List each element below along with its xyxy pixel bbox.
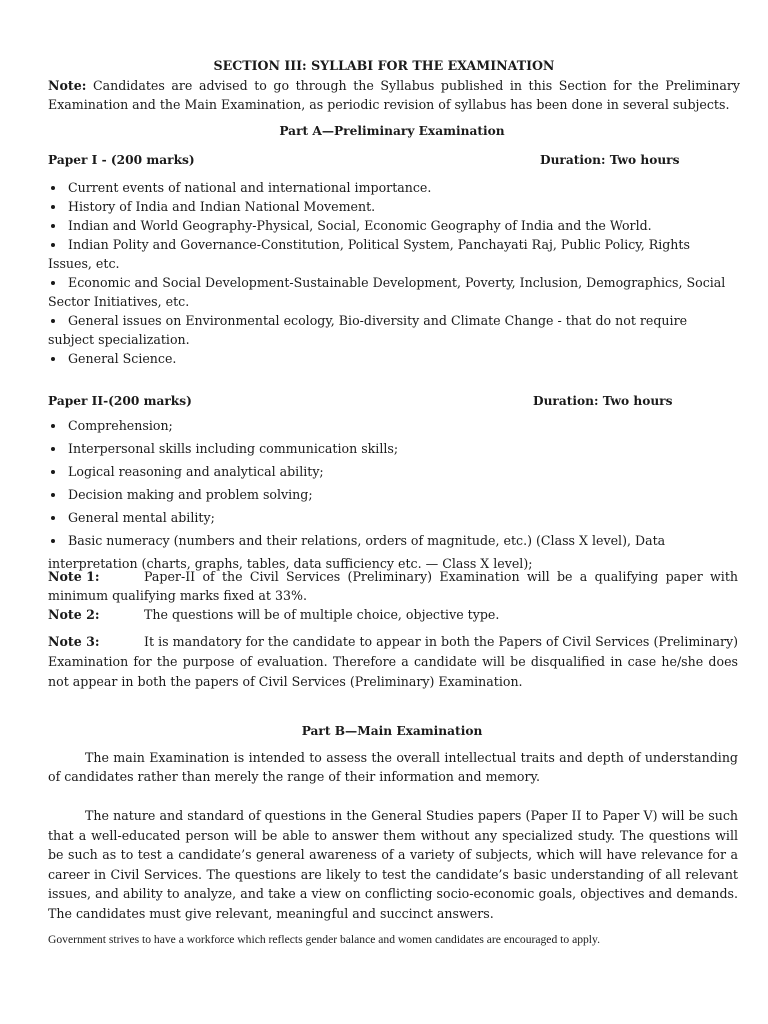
list-item: Comprehension; <box>48 414 738 437</box>
note-1-text: Paper-II of the Civil Services (Preliminary) Examination will be a qualifying paper with minimum qualifying marks fixed at 33%. <box>48 569 738 603</box>
list-item: Economic and Social Development-Sustainable Development, Poverty, Inclusion, Demographics, Social Sector Initiatives, etc. <box>48 275 726 309</box>
list-item: Indian and World Geography-Physical, Social, Economic Geography of India and the World. <box>48 216 738 235</box>
bullet-icon <box>51 424 55 428</box>
bullet-icon <box>51 516 55 520</box>
bullet-icon <box>51 447 55 451</box>
note-2-text: The questions will be of multiple choice, objective type. <box>144 607 500 622</box>
list-item: Interpersonal skills including communication skills; <box>48 437 738 460</box>
gender-balance-note: Government strives to have a workforce which reflects gender balance and women candidates are encouraged to apply. <box>48 933 600 946</box>
note-3 <box>48 632 738 692</box>
bullet-icon <box>51 205 55 209</box>
list-item: General mental ability; <box>48 506 738 529</box>
note-3-text: It is mandatory for the candidate to appear in both the Papers of Civil Services (Preliminary) Examination for the purpose of evaluation. Therefore a candidate will be disqualified in case he/she does not appear in both the papers of Civil Services (Preliminary) Examination. <box>48 634 738 689</box>
general-studies-paragraph: The nature and standard of questions in the General Studies papers (Paper II to Paper V) will be such that a well-educated person will be able to answer them without any specialized study. The questions will be such as to test a candidate’s general awareness of a variety of subjects, which will have relevance for a career in Civil Services. The questions are likely to test the candidate’s basic understanding of all relevant issues, and ability to analyze, and take a view on conflicting socio-economic goals, objectives and demands. The candidates must give relevant, meaningful and succinct answers. <box>48 808 738 921</box>
intro-note <box>48 76 740 114</box>
main-exam-intro-paragraph: The main Examination is intended to assess the overall intellectual traits and depth of understanding of candidates rather than merely the range of their information and memory. <box>48 750 738 784</box>
list-item: Logical reasoning and analytical ability; <box>48 460 738 483</box>
paper2-label: Paper II-(200 marks) <box>48 394 192 408</box>
paper2-topic-list <box>48 414 738 575</box>
bullet-icon <box>51 493 55 497</box>
bullet-icon <box>51 186 55 190</box>
bullet-icon <box>51 357 55 361</box>
paper1-label: Paper I - (200 marks) <box>48 153 195 167</box>
part-a-heading: Part A—Preliminary Examination <box>279 124 505 138</box>
list-item: Indian Polity and Governance-Constitution, Political System, Panchayati Raj, Public Policy, Rights Issues, etc. <box>48 237 690 271</box>
paper1-header <box>48 151 688 170</box>
paper2-header <box>48 392 688 411</box>
list-item: General issues on Environmental ecology, Bio-diversity and Climate Change - that do not require subject specialization. <box>48 313 688 347</box>
section-title: SECTION III: SYLLABI FOR THE EXAMINATION <box>213 58 555 73</box>
bullet-icon <box>51 539 55 543</box>
bullet-icon <box>51 281 55 285</box>
note-3-label: Note 3: <box>48 634 100 649</box>
list-item: General Science. <box>48 349 738 368</box>
paper1-topic-list <box>48 178 738 368</box>
note-2-label: Note 2: <box>48 607 100 622</box>
bullet-icon <box>51 224 55 228</box>
note-1-label: Note 1: <box>48 569 100 584</box>
note-1 <box>48 567 738 605</box>
paper1-duration: Duration: Two hours <box>540 153 680 167</box>
note-2 <box>48 605 738 624</box>
bullet-icon <box>51 319 55 323</box>
list-item: Current events of national and international importance. <box>48 178 738 197</box>
intro-note-label: Note: <box>48 78 87 93</box>
list-item: Decision making and problem solving; <box>48 483 738 506</box>
list-item: History of India and Indian National Movement. <box>48 197 738 216</box>
bullet-icon <box>51 470 55 474</box>
paper2-duration: Duration: Two hours <box>533 394 673 408</box>
part-b-heading: Part B—Main Examination <box>301 724 483 738</box>
bullet-icon <box>51 243 55 247</box>
list-item: Basic numeracy (numbers and their relations, orders of magnitude, etc.) (Class X level), Data interpretation (charts, graphs, tables, data sufficiency etc. — Class X level); <box>48 533 666 571</box>
intro-note-text: Candidates are advised to go through the Syllabus published in this Section for the Preliminary Examination and the Main Examination, as periodic revision of syllabus has been done in several subjects. <box>48 78 740 112</box>
